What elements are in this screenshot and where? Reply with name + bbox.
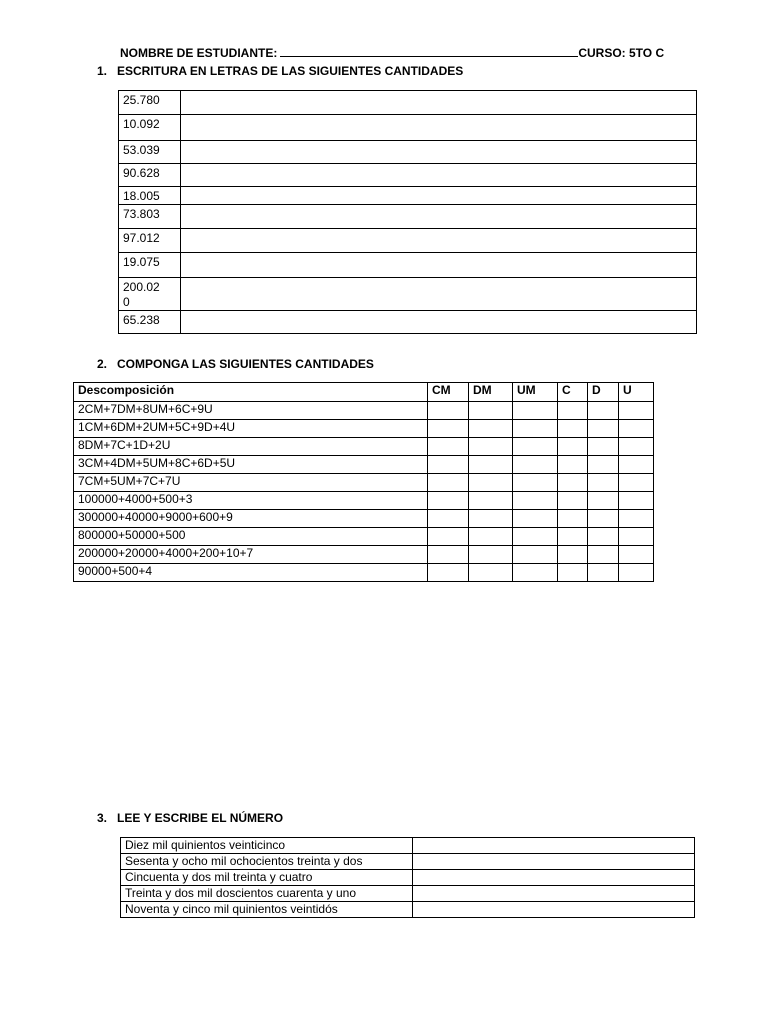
col-d: D [588, 383, 619, 402]
decomposition-expression: 100000+4000+500+3 [74, 492, 428, 510]
amount-value: 200.02 0 [119, 278, 181, 311]
answer-cell-dm[interactable] [469, 492, 513, 510]
answer-cell-c[interactable] [558, 564, 588, 582]
amount-row [119, 141, 697, 164]
answer-cell-c[interactable] [558, 456, 588, 474]
section-3-title: LEE Y ESCRIBE EL NÚMERO [117, 811, 284, 825]
answer-cell-c[interactable] [558, 438, 588, 456]
answer-cell-c[interactable] [558, 492, 588, 510]
answer-cell-cm[interactable] [428, 474, 469, 492]
answer-cell-d[interactable] [588, 528, 619, 546]
number-words-row [121, 902, 695, 918]
composition-row [74, 510, 654, 528]
section-2-heading [97, 357, 374, 371]
amount-words-answer-cell[interactable] [181, 187, 697, 205]
number-words-row [121, 870, 695, 886]
section-1-number: 1. [97, 64, 108, 78]
composition-row [74, 402, 654, 420]
amount-value: 25.780 [119, 91, 181, 115]
composition-row [74, 564, 654, 582]
answer-cell-dm[interactable] [469, 510, 513, 528]
answer-cell-d[interactable] [588, 474, 619, 492]
composition-header-row [74, 383, 654, 402]
answer-cell-um[interactable] [513, 456, 558, 474]
answer-cell-c[interactable] [558, 420, 588, 438]
composition-row [74, 456, 654, 474]
answer-cell-c[interactable] [558, 474, 588, 492]
composition-row [74, 420, 654, 438]
answer-cell-cm[interactable] [428, 420, 469, 438]
decomposition-expression: 3CM+4DM+5UM+8C+6D+5U [74, 456, 428, 474]
amount-row [119, 205, 697, 229]
answer-cell-dm[interactable] [469, 564, 513, 582]
amount-words-answer-cell[interactable] [181, 164, 697, 187]
composition-table [73, 382, 654, 582]
answer-cell-dm[interactable] [469, 402, 513, 420]
answer-cell-cm[interactable] [428, 564, 469, 582]
student-name-field[interactable] [280, 45, 578, 57]
amount-words-answer-cell[interactable] [181, 115, 697, 141]
answer-cell-d[interactable] [588, 420, 619, 438]
number-in-words: Cincuenta y dos mil treinta y cuatro [121, 870, 413, 886]
amount-value: 10.092 [119, 115, 181, 141]
number-words-row [121, 854, 695, 870]
answer-cell-u[interactable] [619, 546, 654, 564]
answer-cell-u[interactable] [619, 456, 654, 474]
amount-value: 65.238 [119, 311, 181, 334]
answer-cell-u[interactable] [619, 438, 654, 456]
answer-cell-um[interactable] [513, 492, 558, 510]
student-header [120, 45, 664, 60]
answer-cell-dm[interactable] [469, 546, 513, 564]
col-u: U [619, 383, 654, 402]
amount-row [119, 164, 697, 187]
answer-cell-um[interactable] [513, 564, 558, 582]
amount-words-answer-cell[interactable] [181, 278, 697, 311]
amount-row [119, 278, 697, 311]
answer-cell-d[interactable] [588, 402, 619, 420]
answer-cell-d[interactable] [588, 546, 619, 564]
answer-cell-dm[interactable] [469, 438, 513, 456]
answer-cell-um[interactable] [513, 510, 558, 528]
section-3-number: 3. [97, 811, 108, 825]
decomposition-expression: 1CM+6DM+2UM+5C+9D+4U [74, 420, 428, 438]
answer-cell-d[interactable] [588, 438, 619, 456]
number-words-row [121, 886, 695, 902]
col-decomposition: Descomposición [74, 383, 428, 402]
composition-row [74, 474, 654, 492]
answer-cell-u[interactable] [619, 564, 654, 582]
amount-row [119, 229, 697, 253]
answer-cell-um[interactable] [513, 528, 558, 546]
col-cm: CM [428, 383, 469, 402]
number-answer-cell[interactable] [413, 886, 695, 902]
answer-cell-dm[interactable] [469, 420, 513, 438]
section-2-number: 2. [97, 357, 108, 371]
amount-words-answer-cell[interactable] [181, 253, 697, 278]
decomposition-expression: 2CM+7DM+8UM+6C+9U [74, 402, 428, 420]
number-words-row [121, 838, 695, 854]
read-write-number-table [120, 837, 695, 918]
section-1-title: ESCRITURA EN LETRAS DE LAS SIGUIENTES CANTIDADES [117, 64, 464, 78]
col-dm: DM [469, 383, 513, 402]
amount-row [119, 115, 697, 141]
amount-value: 97.012 [119, 229, 181, 253]
composition-row [74, 438, 654, 456]
amount-value: 18.005 [119, 187, 181, 205]
decomposition-expression: 200000+20000+4000+200+10+7 [74, 546, 428, 564]
answer-cell-d[interactable] [588, 510, 619, 528]
composition-row [74, 492, 654, 510]
answer-cell-cm[interactable] [428, 438, 469, 456]
decomposition-expression: 800000+50000+500 [74, 528, 428, 546]
answer-cell-c[interactable] [558, 510, 588, 528]
amounts-words-table [118, 90, 697, 334]
answer-cell-d[interactable] [588, 456, 619, 474]
decomposition-expression: 90000+500+4 [74, 564, 428, 582]
answer-cell-um[interactable] [513, 546, 558, 564]
col-c: C [558, 383, 588, 402]
amount-row [119, 91, 697, 115]
answer-cell-u[interactable] [619, 402, 654, 420]
number-answer-cell[interactable] [413, 838, 695, 854]
answer-cell-c[interactable] [558, 402, 588, 420]
answer-cell-u[interactable] [619, 474, 654, 492]
answer-cell-um[interactable] [513, 474, 558, 492]
amount-words-answer-cell[interactable] [181, 229, 697, 253]
answer-cell-u[interactable] [619, 510, 654, 528]
amount-words-answer-cell[interactable] [181, 141, 697, 164]
amount-words-answer-cell[interactable] [181, 91, 697, 115]
answer-cell-dm[interactable] [469, 528, 513, 546]
student-name-label: NOMBRE DE ESTUDIANTE: [120, 46, 278, 60]
answer-cell-cm[interactable] [428, 510, 469, 528]
answer-cell-u[interactable] [619, 492, 654, 510]
answer-cell-c[interactable] [558, 528, 588, 546]
course-label: CURSO: 5TO C [578, 46, 665, 60]
amount-words-answer-cell[interactable] [181, 205, 697, 229]
composition-row [74, 528, 654, 546]
amount-value: 19.075 [119, 253, 181, 278]
section-3-heading [97, 811, 283, 825]
section-1-heading [97, 64, 463, 78]
section-2-title: COMPONGA LAS SIGUIENTES CANTIDADES [117, 357, 374, 371]
number-in-words: Treinta y dos mil doscientos cuarenta y uno [121, 886, 413, 902]
answer-cell-cm[interactable] [428, 528, 469, 546]
answer-cell-c[interactable] [558, 546, 588, 564]
answer-cell-cm[interactable] [428, 402, 469, 420]
amount-words-answer-cell[interactable] [181, 311, 697, 334]
number-answer-cell[interactable] [413, 854, 695, 870]
decomposition-expression: 8DM+7C+1D+2U [74, 438, 428, 456]
decomposition-expression: 300000+40000+9000+600+9 [74, 510, 428, 528]
number-answer-cell[interactable] [413, 870, 695, 886]
decomposition-expression: 7CM+5UM+7C+7U [74, 474, 428, 492]
amount-value: 53.039 [119, 141, 181, 164]
number-in-words: Diez mil quinientos veinticinco [121, 838, 413, 854]
answer-cell-dm[interactable] [469, 456, 513, 474]
answer-cell-dm[interactable] [469, 474, 513, 492]
answer-cell-cm[interactable] [428, 492, 469, 510]
col-um: UM [513, 383, 558, 402]
amount-value: 73.803 [119, 205, 181, 229]
number-answer-cell[interactable] [413, 902, 695, 918]
answer-cell-um[interactable] [513, 438, 558, 456]
number-in-words: Sesenta y ocho mil ochocientos treinta y dos [121, 854, 413, 870]
answer-cell-cm[interactable] [428, 456, 469, 474]
answer-cell-d[interactable] [588, 564, 619, 582]
answer-cell-cm[interactable] [428, 546, 469, 564]
answer-cell-d[interactable] [588, 492, 619, 510]
amount-row [119, 253, 697, 278]
amount-value: 90.628 [119, 164, 181, 187]
amount-row [119, 311, 697, 334]
number-in-words: Noventa y cinco mil quinientos veintidós [121, 902, 413, 918]
composition-row [74, 546, 654, 564]
amount-row [119, 187, 697, 205]
answer-cell-um[interactable] [513, 420, 558, 438]
answer-cell-um[interactable] [513, 402, 558, 420]
answer-cell-u[interactable] [619, 528, 654, 546]
answer-cell-u[interactable] [619, 420, 654, 438]
